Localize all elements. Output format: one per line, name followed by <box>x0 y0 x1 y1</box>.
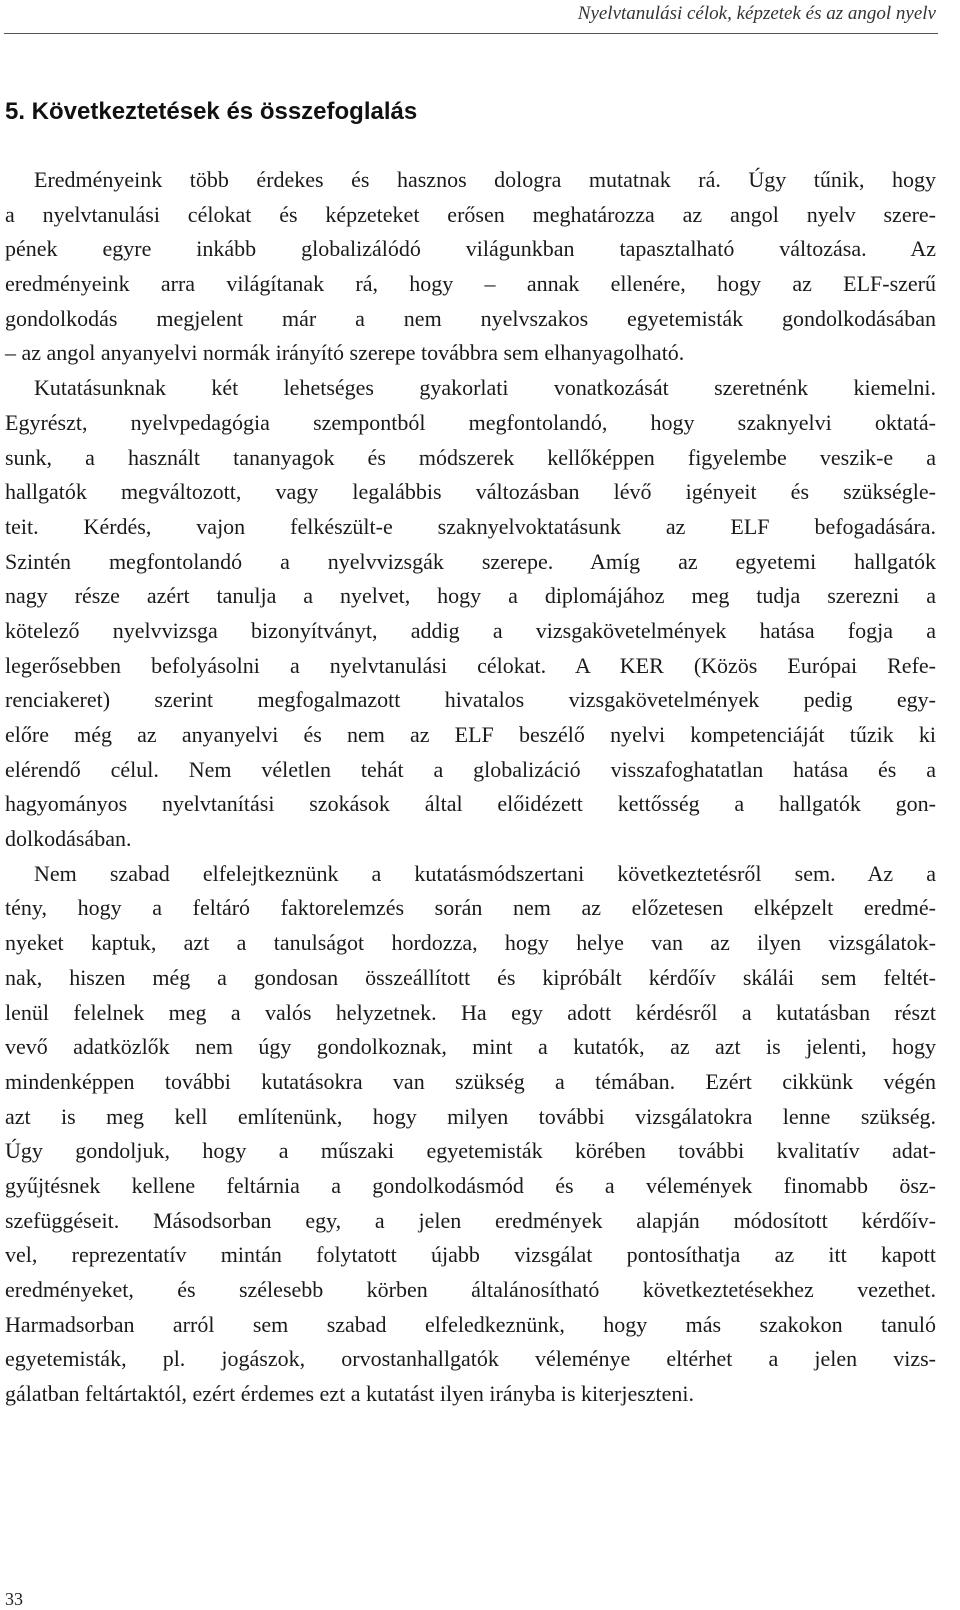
body-line: hallgatók megváltozott, vagy legalábbis változásban lévő igényeit és szükségle- <box>5 479 936 505</box>
body-line: nagy része azért tanulja a nyelvet, hogy a diplomájához meg tudja szerezni a <box>5 583 936 609</box>
body-line: elérendő célul. Nem véletlen tehát a globalizáció visszafoghatatlan hatása és a <box>5 756 936 782</box>
body-line: hagyományos nyelvtanítási szokások által előidézett kettősség a hallgatók gon- <box>5 791 936 817</box>
body-line: lenül felelnek meg a valós helyzetnek. Ha egy adott kérdésről a kutatásban részt <box>5 999 936 1025</box>
body-line: mindenképpen további kutatásokra van szükség a témában. Ezért cikkünk végén <box>5 1068 936 1094</box>
body-line: Úgy gondoljuk, hogy a műszaki egyetemisták körében további kvalitatív adat- <box>5 1138 936 1164</box>
body-line: előre még az anyanyelvi és nem az ELF beszélő nyelvi kompetenciáját tűzik ki <box>5 722 936 747</box>
body-text <box>5 163 936 1412</box>
body-line: – az angol anyanyelvi normák irányító szerepe továbbra sem elhanyagolható. <box>5 340 685 366</box>
body-line: Kutatásunknak két lehetséges gyakorlati vonatkozását szeretnénk kiemelni. <box>34 375 936 401</box>
body-line: vel, reprezentatív mintán folytatott újabb vizsgálat pontosíthatja az itt kapott <box>5 1242 936 1268</box>
body-line: gyűjtésnek kellene feltárnia a gondolkodásmód és a vélemények finomabb ösz- <box>5 1172 936 1198</box>
body-line: renciakeret) szerint megfogalmazott hivatalos vizsgakövetelmények pedig egy- <box>5 687 936 713</box>
body-line: azt is meg kell említenünk, hogy milyen további vizsgálatokra lenne szükség. <box>5 1103 936 1129</box>
body-line: gondolkodás megjelent már a nem nyelvszakos egyetemisták gondolkodásában <box>5 305 936 331</box>
body-line: Egyrészt, nyelvpedagógia szempontból megfontolandó, hogy szaknyelvi oktatá- <box>5 409 936 435</box>
body-line: a nyelvtanulási célokat és képzeteket erősen meghatározza az angol nyelv szere- <box>5 201 936 227</box>
section-heading: 5. Következtetések és összefoglalás <box>5 98 418 125</box>
body-line: Nem szabad elfelejtkeznünk a kutatásmódszertani következtetésről sem. Az a <box>34 860 936 886</box>
body-line: gálatban feltártaktól, ezért érdemes ezt a kutatást ilyen irányba is kiterjeszteni. <box>5 1381 695 1407</box>
body-line: nak, hiszen még a gondosan összeállított és kipróbált kérdőív skálái sem feltét- <box>5 964 936 990</box>
body-line: Szintén megfontolandó a nyelvvizsgák szerepe. Amíg az egyetemi hallgatók <box>5 548 936 574</box>
body-line: teit. Kérdés, vajon felkészült-e szaknyelvoktatásunk az ELF befogadására. <box>5 513 936 539</box>
page-number: 33 <box>5 1589 23 1609</box>
body-line: sunk, a használt tananyagok és módszerek kellőképpen figyelembe veszik-e a <box>5 444 936 470</box>
body-line: vevő adatközlők nem úgy gondolkoznak, mint a kutatók, az azt is jelenti, hogy <box>5 1034 936 1060</box>
body-line: tény, hogy a feltáró faktorelemzés során nem az előzetesen elképzelt eredmé- <box>5 895 936 921</box>
body-line: kötelező nyelvvizsga bizonyítványt, addig a vizsgakövetelmények hatása fogja a <box>5 617 936 643</box>
body-line: Eredményeink több érdekes és hasznos dologra mutatnak rá. Úgy tűnik, hogy <box>34 167 936 192</box>
body-line: legerősebben befolyásolni a nyelvtanulási célokat. A KER (Közös Európai Refe- <box>5 652 936 678</box>
body-line: eredményeket, és szélesebb körben általánosítható következtetésekhez vezethet. <box>5 1277 936 1302</box>
body-line: szefüggéseit. Másodsorban egy, a jelen eredmények alapján módosított kérdőív- <box>5 1207 936 1233</box>
body-line: nyeket kaptuk, azt a tanulságot hordozza, hogy helye van az ilyen vizsgálatok- <box>5 930 936 956</box>
header-rule <box>4 33 938 34</box>
body-line: eredményeink arra világítanak rá, hogy – annak ellenére, hogy az ELF-szerű <box>5 271 936 297</box>
running-header: Nyelvtanulási célok, képzetek és az angol nyelv <box>577 3 936 24</box>
body-line: dolkodásában. <box>5 826 132 852</box>
body-line: pének egyre inkább globalizálódó világunkban tapasztalható változása. Az <box>5 236 936 262</box>
body-line: Harmadsorban arról sem szabad elfeledkeznünk, hogy más szakokon tanuló <box>5 1311 936 1337</box>
body-line: egyetemisták, pl. jogászok, orvostanhallgatók véleménye eltérhet a jelen vizs- <box>5 1346 936 1372</box>
